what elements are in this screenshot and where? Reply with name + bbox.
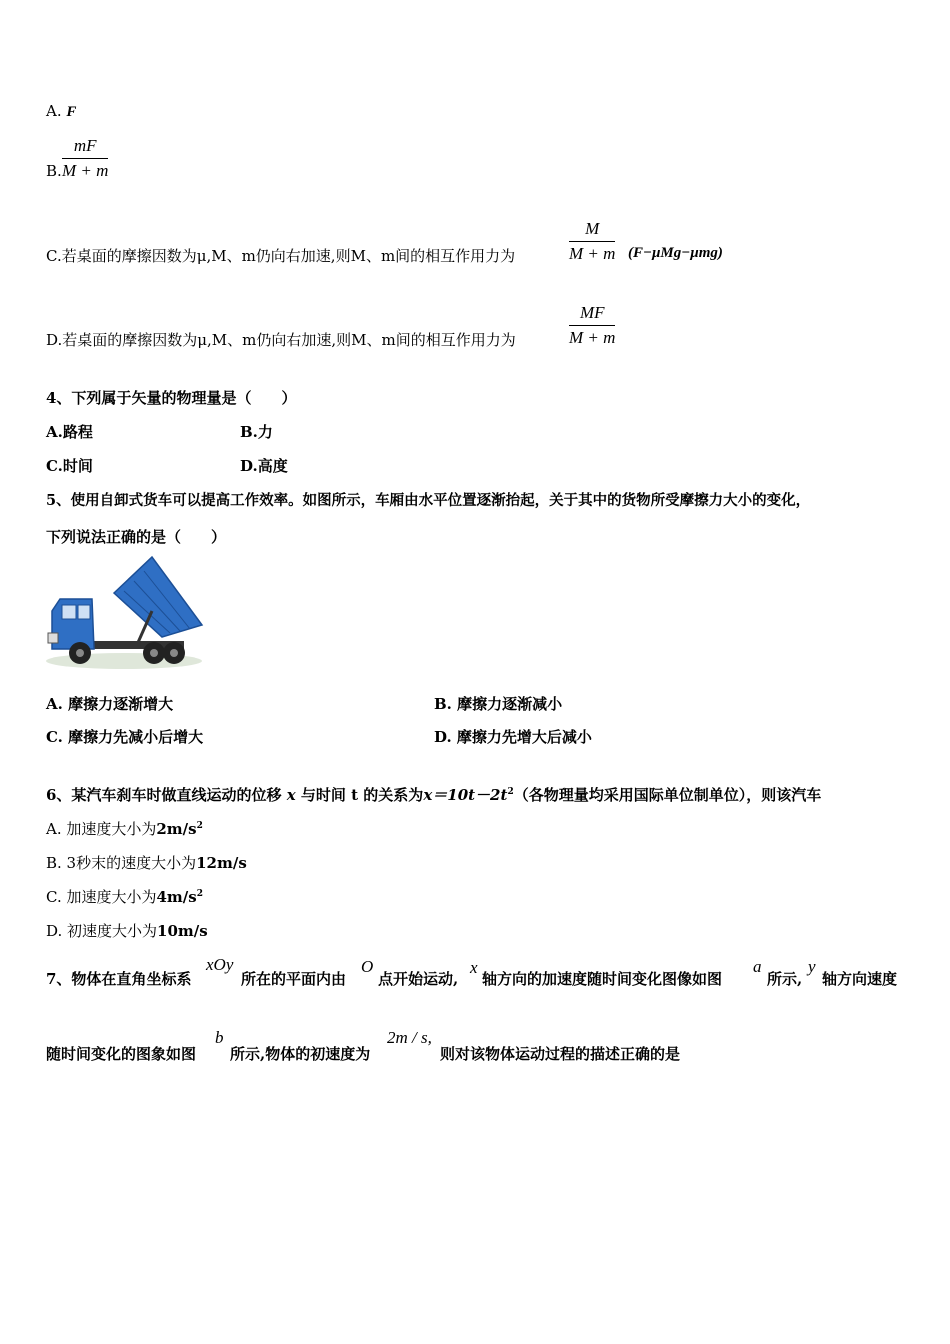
- q7-text-4: 轴方向的加速度随时间变化图像如图: [482, 970, 723, 988]
- q7-math-b: b: [215, 1028, 224, 1047]
- q7-math-x: x: [470, 958, 478, 977]
- q3-option-a-label: A.: [46, 102, 62, 120]
- q6-option-c-text: C. 加速度大小为: [46, 888, 157, 906]
- q3-option-c-fraction: [569, 219, 615, 264]
- q7-text-5: 所示,: [767, 970, 803, 988]
- q3-option-c-denominator: M + m: [569, 244, 616, 263]
- q6-option-a-value: 2m/s: [156, 820, 197, 838]
- q3-option-b-numerator: mF: [62, 136, 108, 159]
- q3-option-a-math: F: [66, 104, 77, 120]
- q3-option-c-numerator: M: [569, 219, 615, 242]
- q6-option-c-sup: 2: [196, 889, 203, 899]
- q6-option-a-text: A. 加速度大小为: [46, 820, 157, 838]
- q3-option-c-text: C.若桌面的摩擦因数为μ,M、m仍向右加速,则M、m间的相互作用力为: [46, 247, 516, 265]
- q3-option-d-numerator: MF: [569, 303, 615, 326]
- q3-option-c-tail: (F−μMg−μmg): [628, 245, 723, 261]
- q7-text-1: 7、物体在直角坐标系: [46, 970, 192, 988]
- q5-option-a: A. 摩擦力逐渐增大: [46, 695, 174, 713]
- q5-stem-line2: 下列说法正确的是（ ）: [46, 528, 227, 546]
- q7-text-9: 则对该物体运动过程的描述正确的是: [440, 1045, 681, 1063]
- q6-option-b: [46, 852, 247, 873]
- q7-math-a: a: [753, 957, 762, 976]
- q7-math-xoy: xOy: [206, 955, 234, 974]
- q6-option-b-value: 12m/s: [196, 854, 247, 872]
- q5-option-d: D. 摩擦力先增大后减小: [434, 728, 592, 746]
- q7-math-velocity: 2m / s,: [387, 1028, 432, 1047]
- q3-option-d-fraction: [569, 303, 615, 348]
- q4-option-a: A.路程: [46, 423, 93, 441]
- q6-stem-x: x: [286, 786, 296, 804]
- q5-option-b: B. 摩擦力逐渐减小: [434, 695, 563, 713]
- q3-option-b-denominator: M + m: [62, 161, 109, 180]
- q7-text-2: 所在的平面内由: [241, 970, 347, 988]
- q3-option-a: [46, 102, 76, 121]
- q7-math-y: y: [808, 957, 816, 976]
- q6-stem-equation-sup: 2: [507, 787, 514, 797]
- q4-stem: 4、下列属于矢量的物理量是（ ）: [46, 389, 297, 407]
- q4-option-b: B.力: [240, 423, 273, 441]
- q7-text-3: 点开始运动,: [378, 970, 459, 988]
- q6-stem-part2: 与时间: [300, 786, 346, 804]
- q6-option-d: [46, 920, 208, 941]
- q6-stem-equation: x＝10t－2t: [423, 786, 508, 804]
- q6-option-c: [46, 886, 203, 907]
- q6-option-a: [46, 818, 203, 839]
- q6-option-b-text: B. 3秒末的速度大小为: [46, 854, 197, 872]
- q3-option-d-text: D.若桌面的摩擦因数为μ,M、m仍向右加速,则M、m间的相互作用力为: [46, 331, 516, 349]
- q6-option-d-text: D. 初速度大小为: [46, 922, 158, 940]
- q6-stem-part3: 的关系为: [363, 786, 424, 804]
- q7-text-8: 所示,物体的初速度为: [230, 1045, 371, 1063]
- q4-option-d: D.高度: [240, 457, 288, 475]
- q6-stem-part4: （各物理量均采用国际单位制单位），则该汽车: [513, 786, 822, 804]
- q3-option-b-fraction: [62, 136, 108, 181]
- q3-option-b-label: B.: [46, 162, 62, 180]
- dump-truck-image: [44, 553, 204, 671]
- q5-option-c: C. 摩擦力先减小后增大: [46, 728, 204, 746]
- q6-stem: [46, 784, 821, 805]
- q6-option-d-value: 10m/s: [157, 922, 208, 940]
- q5-stem-line1: 5、使用自卸式货车可以提高工作效率。如图所示，车厢由水平位置逐渐抬起，关于其中的货物所受摩擦力大小的变化，: [46, 492, 811, 509]
- q6-stem-t: t: [351, 786, 359, 804]
- q6-option-c-value: 4m/s: [156, 888, 197, 906]
- q6-option-a-sup: 2: [196, 821, 203, 831]
- q7-text-7: 随时间变化的图象如图: [46, 1045, 197, 1063]
- q3-option-d-denominator: M + m: [569, 328, 616, 347]
- q7-math-o: O: [361, 957, 374, 976]
- q4-option-c: C.时间: [46, 457, 93, 475]
- q7-text-6: 轴方向速度: [822, 970, 898, 988]
- q6-stem-part1: 6、某汽车刹车时做直线运动的位移: [46, 786, 282, 804]
